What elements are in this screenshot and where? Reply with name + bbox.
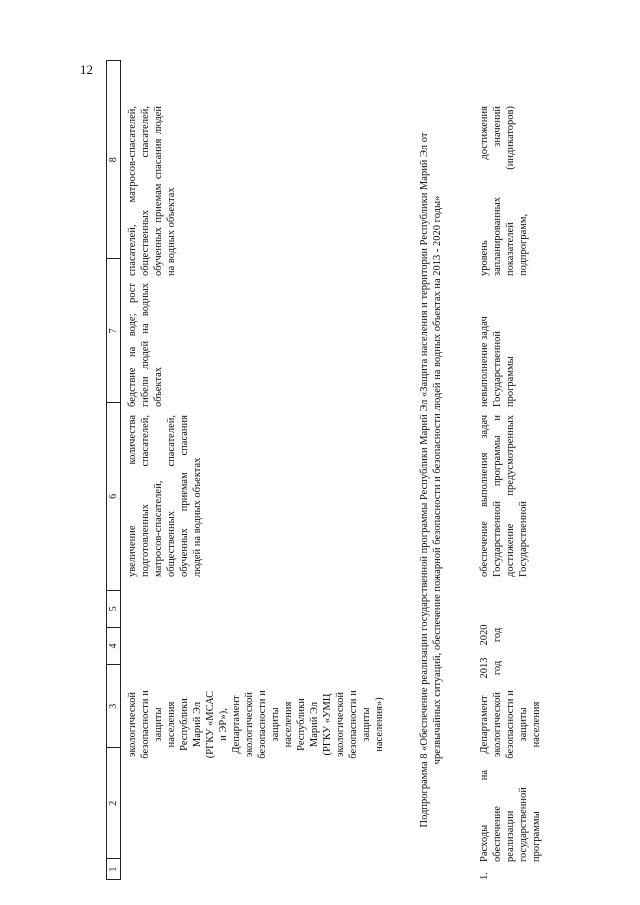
row1-end-year: 2020 год	[479, 624, 503, 646]
row1-number: 1.	[479, 872, 490, 880]
col-header-1: 1	[107, 859, 121, 880]
col-header-8: 8	[107, 61, 121, 260]
column-header-row	[106, 60, 121, 880]
prev-row-consequences: бедствие на воде; рост гибели людей на водных объектах	[127, 283, 164, 407]
row1-measure-name: Расходы на обеспечение реализации государственной программы	[479, 770, 542, 862]
col-header-2: 2	[107, 748, 121, 859]
row1-responsible: Департамент экологической безопасности и защиты населения	[479, 690, 542, 759]
page-number: 12	[80, 62, 93, 77]
row1-start-year: 2013 год	[479, 657, 503, 679]
col-header-3: 3	[107, 665, 121, 748]
row1-consequences: невыполнение задач Государственной программы	[479, 316, 516, 407]
prev-row-indicators: спасателей, матросов-спасателей, общественных спасателей, обученных приемам спасания людей на водных объектах	[127, 106, 177, 276]
prev-row-expected-result: увеличение количества подготовленных спасателей, матросов-спасателей, общественных спасателей, обученных приемам спасания людей на водных объектах	[127, 415, 203, 577]
rotated-page-content	[100, 60, 580, 880]
col-header-6: 6	[107, 403, 121, 590]
col-header-7: 7	[107, 259, 121, 403]
row1-expected-result: обеспечение выполнения задач Государственной программы и достижение предусмотренных Государственной	[479, 415, 529, 577]
col-header-4: 4	[107, 627, 121, 664]
col-header-5: 5	[107, 590, 121, 627]
row1-indicators: уровень достижения запланированных значений показателей (индикаторов) подпрограмм,	[479, 106, 529, 276]
subprogram-title: Подпрограмма 8 «Обеспечение реализации государственной программы Республики Марий Эл «Защита населения и территории Республики Марий Эл от чрезвычайных ситуаций, обеспечение пожарной безопасности и безопасности людей на водных объектах на 2013 - 2020 годы»	[419, 132, 443, 828]
prev-row-responsible: экологической безопасности и защиты населения Республики Марий Эл (РГКУ «МСАС и ЭР»), Департамент экологической безопасности и защиты населения Республики Марий Эл (РГКУ «УМЦ экологической безопасности и защиты населения»)	[127, 690, 385, 759]
